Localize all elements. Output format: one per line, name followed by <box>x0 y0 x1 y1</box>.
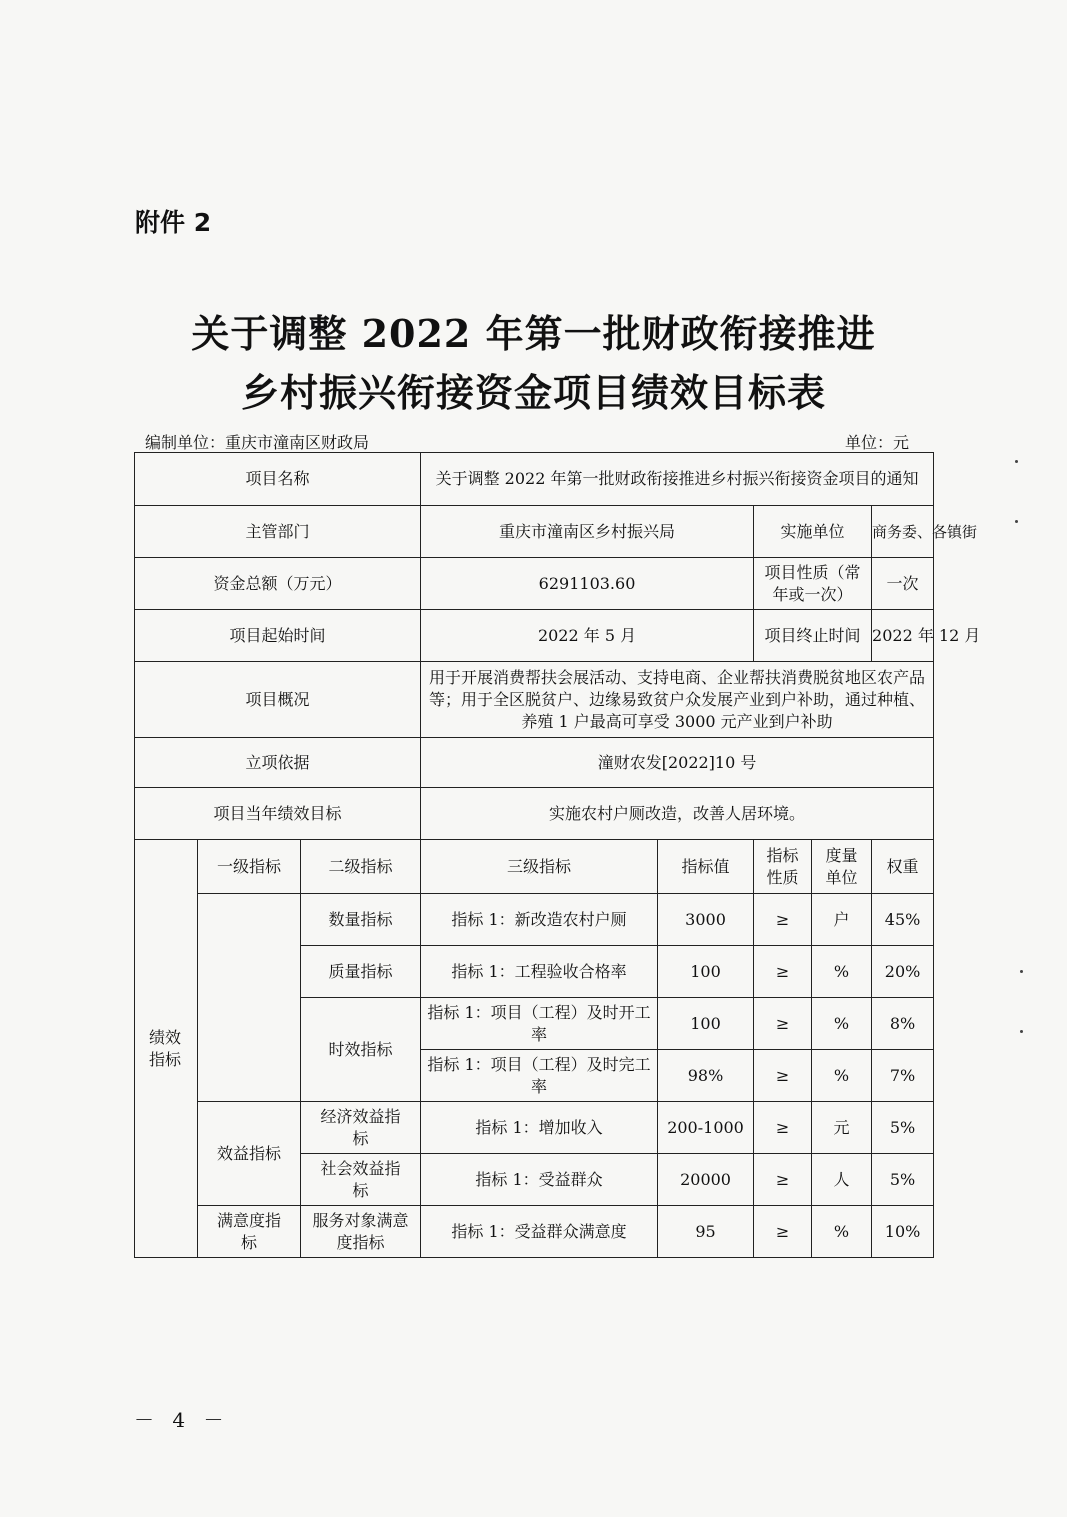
header-value: 指标值 <box>658 840 754 894</box>
total-label: 资金总额（万元） <box>135 558 421 610</box>
level2-cell: 社会效益指标 <box>301 1154 421 1206</box>
start-value: 2022 年 5 月 <box>421 610 754 662</box>
unit-cell: % <box>812 946 872 998</box>
value-cell: 20000 <box>658 1154 754 1206</box>
level3-cell: 指标 1：受益群众满意度 <box>421 1206 658 1258</box>
value-cell: 100 <box>658 946 754 998</box>
value-cell: 95 <box>658 1206 754 1258</box>
nature-cell: ≥ <box>754 894 812 946</box>
attachment-label: 附件 2 <box>135 208 212 237</box>
indicator-header-row <box>135 840 934 894</box>
basis-value: 潼财农发[2022]10 号 <box>421 738 934 788</box>
nature-cell: ≥ <box>754 1154 812 1206</box>
level3-cell: 指标 1：工程验收合格率 <box>421 946 658 998</box>
scan-speck <box>1015 460 1018 463</box>
level3-cell: 指标 1：项目（工程）及时完工率 <box>421 1050 658 1102</box>
level3-cell: 指标 1：项目（工程）及时开工率 <box>421 998 658 1050</box>
weight-cell: 20% <box>872 946 934 998</box>
nature-label: 项目性质（常年或一次） <box>754 558 872 610</box>
performance-target-table <box>134 452 981 1258</box>
level2-cell: 数量指标 <box>301 894 421 946</box>
compiler-unit: 编制单位：重庆市潼南区财政局 <box>145 433 370 452</box>
value-cell: 3000 <box>658 894 754 946</box>
header-level2: 二级指标 <box>301 840 421 894</box>
nature-cell: ≥ <box>754 946 812 998</box>
header-unit: 度量单位 <box>812 840 872 894</box>
goal-label: 项目当年绩效目标 <box>135 788 421 840</box>
header-level3: 三级指标 <box>421 840 658 894</box>
nature-cell: ≥ <box>754 998 812 1050</box>
nature-value: 一次 <box>872 558 934 610</box>
unit-cell: 人 <box>812 1154 872 1206</box>
end-value: 2022 年 12 月 <box>872 610 934 662</box>
level1-empty <box>198 894 301 1102</box>
weight-cell: 5% <box>872 1102 934 1154</box>
basis-label: 立项依据 <box>135 738 421 788</box>
value-cell: 200-1000 <box>658 1102 754 1154</box>
table-row <box>135 1102 934 1154</box>
level1-cell: 效益指标 <box>198 1102 301 1206</box>
header-level1: 一级指标 <box>198 840 301 894</box>
currency-unit: 单位：元 <box>844 433 909 452</box>
unit-cell: 户 <box>812 894 872 946</box>
level3-cell: 指标 1：增加收入 <box>421 1102 658 1154</box>
document-title-line1: 关于调整 2022 年第一批财政衔接推进 <box>191 311 876 356</box>
level2-cell: 质量指标 <box>301 946 421 998</box>
impl-label: 实施单位 <box>754 506 872 558</box>
dept-label: 主管部门 <box>135 506 421 558</box>
impl-value: 商务委、各镇街 <box>872 506 934 558</box>
weight-cell: 10% <box>872 1206 934 1258</box>
end-label: 项目终止时间 <box>754 610 872 662</box>
total-value: 6291103.60 <box>421 558 754 610</box>
project-name-label: 项目名称 <box>135 453 421 506</box>
unit-cell: 元 <box>812 1102 872 1154</box>
nature-cell: ≥ <box>754 1206 812 1258</box>
header-weight: 权重 <box>872 840 934 894</box>
level2-cell: 经济效益指标 <box>301 1102 421 1154</box>
dept-value: 重庆市潼南区乡村振兴局 <box>421 506 754 558</box>
goal-value: 实施农村户厕改造，改善人居环境。 <box>421 788 934 840</box>
unit-cell: % <box>812 1050 872 1102</box>
weight-cell: 45% <box>872 894 934 946</box>
level2-cell: 服务对象满意度指标 <box>301 1206 421 1258</box>
value-cell: 100 <box>658 998 754 1050</box>
table-row <box>135 453 934 506</box>
table-row <box>135 662 934 738</box>
scan-speck <box>1015 520 1018 523</box>
level1-cell: 满意度指标 <box>198 1206 301 1258</box>
weight-cell: 7% <box>872 1050 934 1102</box>
level2-cell: 时效指标 <box>301 998 421 1102</box>
level3-cell: 指标 1：新改造农村户厕 <box>421 894 658 946</box>
header-nature: 指标性质 <box>754 840 812 894</box>
project-name-value: 关于调整 2022 年第一批财政衔接推进乡村振兴衔接资金项目的通知 <box>421 453 934 506</box>
table-row <box>135 610 934 662</box>
table-row <box>135 506 934 558</box>
table-row <box>135 738 934 788</box>
table-row <box>135 558 934 610</box>
table-row <box>135 894 934 946</box>
weight-cell: 8% <box>872 998 934 1050</box>
table-row <box>135 1206 934 1258</box>
overview-value: 用于开展消费帮扶会展活动、支持电商、企业帮扶消费脱贫地区农产品等；用于全区脱贫户、边缘易致贫户众发展产业到户补助，通过种植、养殖 1 户最高可享受 3000 元产业到户补助 <box>421 662 934 738</box>
overview-label: 项目概况 <box>135 662 421 738</box>
nature-cell: ≥ <box>754 1102 812 1154</box>
page-number: － 4 － <box>134 1408 230 1432</box>
weight-cell: 5% <box>872 1154 934 1206</box>
table-row <box>135 788 934 840</box>
unit-cell: % <box>812 1206 872 1258</box>
scan-speck <box>1020 1030 1023 1033</box>
value-cell: 98% <box>658 1050 754 1102</box>
indicator-group-label: 绩效指标 <box>135 840 198 1258</box>
document-title-line2: 乡村振兴衔接资金项目绩效目标表 <box>240 370 826 415</box>
scan-speck <box>1020 970 1023 973</box>
nature-cell: ≥ <box>754 1050 812 1102</box>
unit-cell: % <box>812 998 872 1050</box>
start-label: 项目起始时间 <box>135 610 421 662</box>
level3-cell: 指标 1：受益群众 <box>421 1154 658 1206</box>
